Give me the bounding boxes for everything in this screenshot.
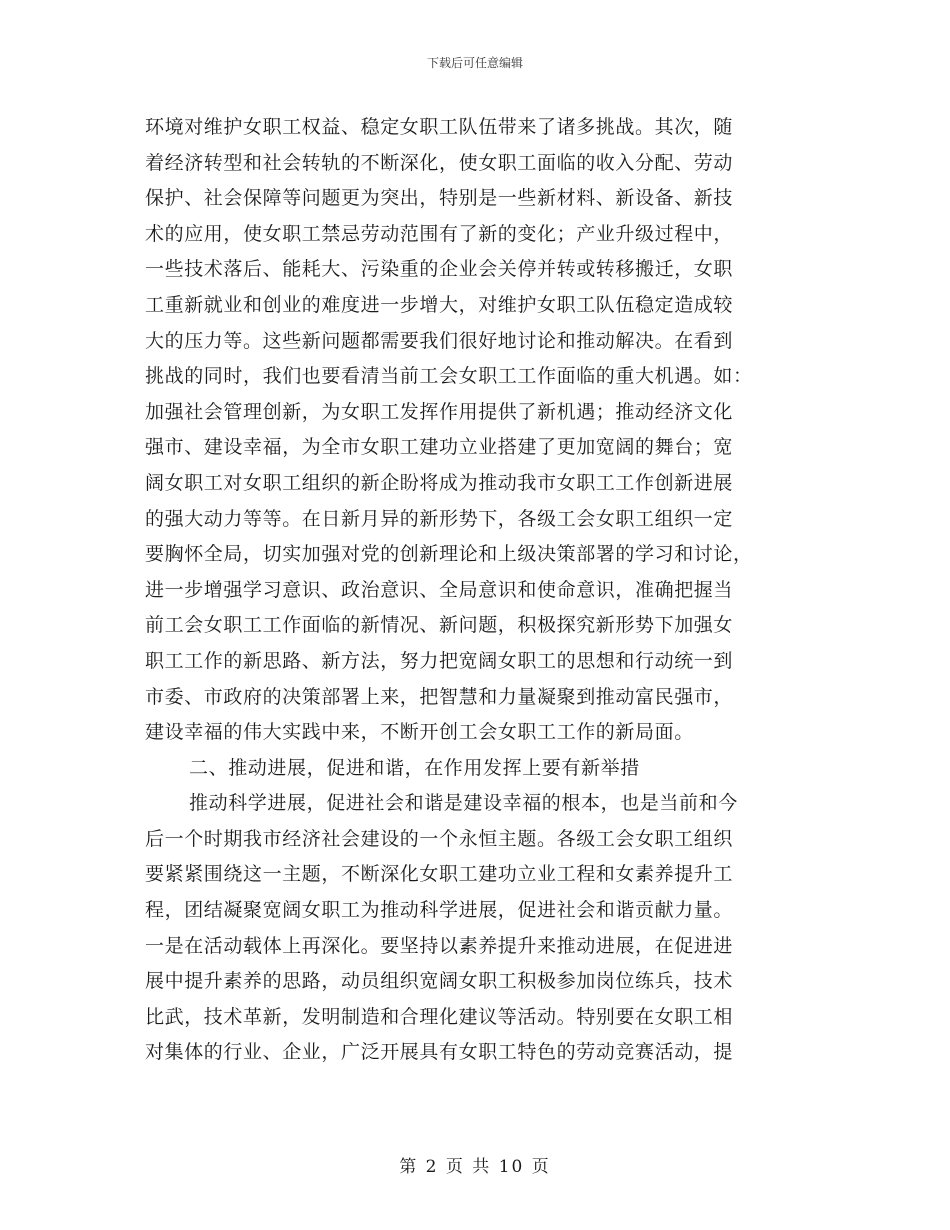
text-line: 前工会女职工工作面临的新情况、新问题，积极探究新形势下加强女 — [145, 614, 734, 637]
text-line: 一是在活动载体上再深化。要坚持以素养提升来推动进展，在促进进 — [145, 934, 734, 957]
text-line: 一些技术落后、能耗大、污染重的企业会关停并转或转移搬迁，女职 — [145, 258, 734, 281]
text-line: 工重新就业和创业的难度进一步增大，对维护女职工队伍稳定造成较 — [145, 293, 734, 316]
text-line: 术的应用，使女职工禁忌劳动范围有了新的变化；产业升级过程中， — [145, 222, 734, 245]
page-number: 第 2 页 共 10 页 — [399, 1157, 551, 1177]
text-line: 市委、市政府的决策部署上来，把智慧和力量凝聚到推动富民强市， — [145, 685, 734, 708]
text-line: 保护、社会保障等问题更为突出，特别是一些新材料、新设备、新技 — [145, 187, 734, 210]
text-line: 比武，技术革新，发明制造和合理化建议等活动。特别要在女职工相 — [145, 1005, 734, 1028]
text-line: 加强社会管理创新，为女职工发挥作用提供了新机遇；推动经济文化 — [145, 400, 734, 423]
text-line: 要紧紧围绕这一主题，不断深化女职工建功立业工程和女素养提升工 — [145, 863, 734, 886]
text-line: 推动科学进展，促进社会和谐是建设幸福的根本，也是当前和今 — [189, 792, 738, 815]
text-line: 要胸怀全局，切实加强对党的创新理论和上级决策部署的学习和讨论， — [145, 543, 753, 566]
text-line: 职工工作的新思路、新方法，努力把宽阔女职工的思想和行动统一到 — [145, 649, 734, 672]
text-line: 的强大动力等等。在日新月异的新形势下，各级工会女职工组织一定 — [145, 507, 734, 530]
text-line: 进一步增强学习意识、政治意识、全局意识和使命意识，准确把握当 — [145, 578, 734, 601]
text-line: 大的压力等。这些新问题都需要我们很好地讨论和推动解决。在看到 — [145, 329, 734, 352]
text-line: 程，团结凝聚宽阔女职工为推动科学进展，促进社会和谐贡献力量。 — [145, 899, 734, 922]
text-line: 环境对维护女职工权益、稳定女职工队伍带来了诸多挑战。其次，随 — [145, 116, 734, 138]
text-line: 对集体的行业、企业，广泛开展具有女职工特色的劳动竞赛活动，提 — [145, 1041, 734, 1064]
text-line: 挑战的同时，我们也要看清当前工会女职工工作面临的重大机遇。如： — [145, 365, 753, 388]
text-line: 阔女职工对女职工组织的新企盼将成为推动我市女职工工作创新进展 — [145, 471, 734, 494]
text-line: 建设幸福的伟大实践中来，不断开创工会女职工工作的新局面。 — [145, 721, 694, 744]
section-heading: 二、推动进展，促进和谐，在作用发挥上要有新举措 — [189, 756, 640, 779]
text-line: 后一个时期我市经济社会建设的一个永恒主题。各级工会女职工组织 — [145, 827, 734, 850]
text-line: 强市、建设幸福，为全市女职工建功立业搭建了更加宽阔的舞台；宽 — [145, 436, 734, 459]
document-body — [145, 110, 815, 1071]
text-line: 展中提升素养的思路，动员组织宽阔女职工积极参加岗位练兵，技术 — [145, 970, 734, 993]
page-header: 下载后可任意编辑 — [426, 56, 523, 70]
text-line: 着经济转型和社会转轨的不断深化，使女职工面临的收入分配、劳动 — [145, 151, 734, 174]
